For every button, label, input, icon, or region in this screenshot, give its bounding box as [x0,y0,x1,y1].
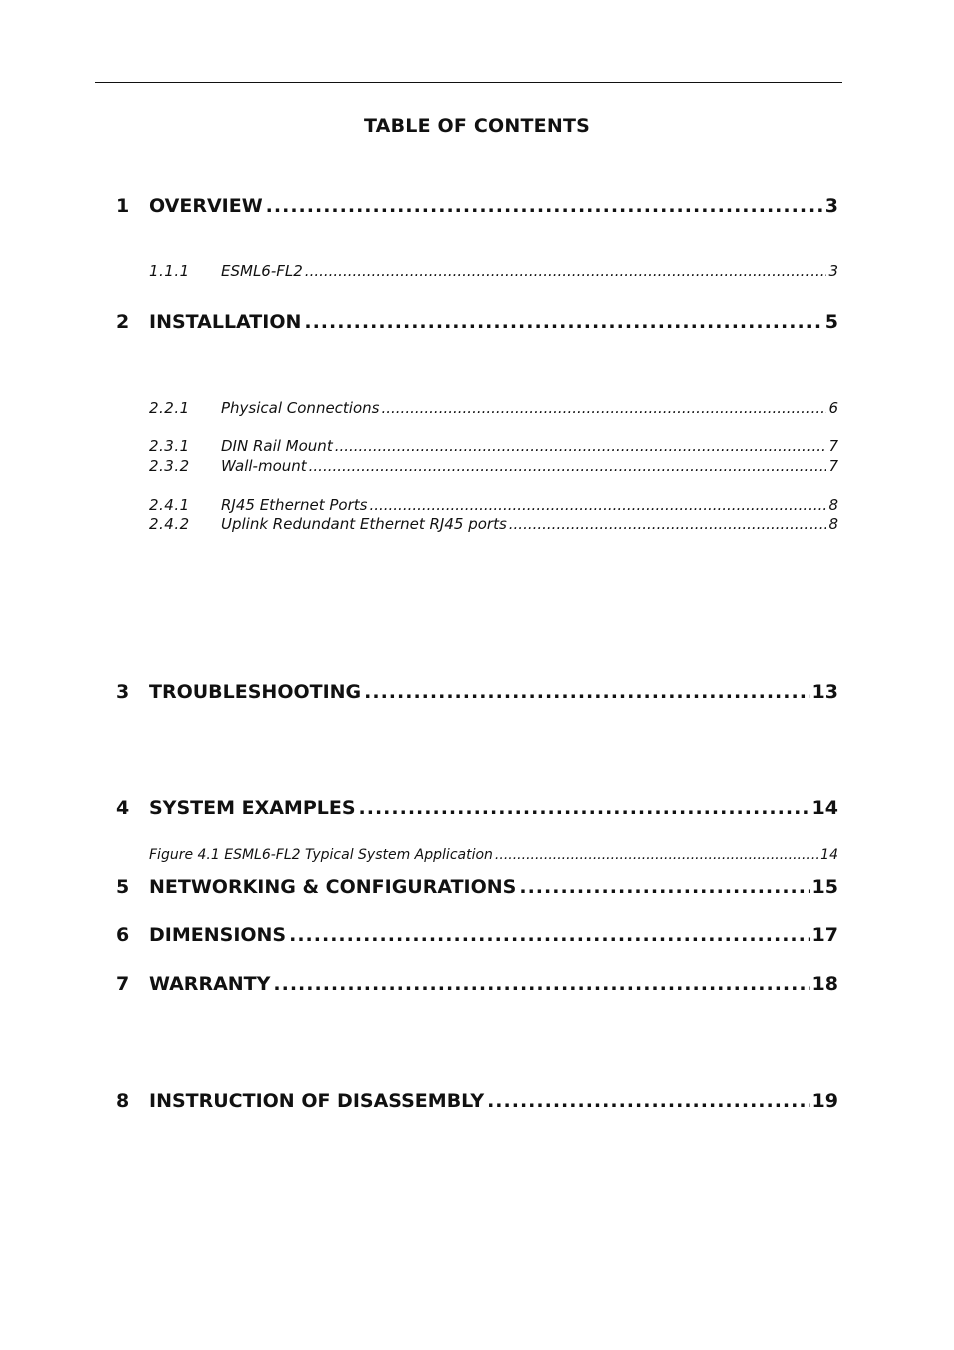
page-number: 7 [828,457,838,475]
entry-label: INSTRUCTION OF DISASSEMBLY [149,1090,485,1112]
entry-label: Uplink Redundant Ethernet RJ45 ports [221,515,507,533]
page-number: 3 [824,195,838,217]
chapter-number: 2 [116,311,130,333]
entry-label: Physical Connections [221,399,380,417]
dot-leader [495,846,818,865]
entry-label: SYSTEM EXAMPLES [149,797,356,819]
section-number: 2.4.2 [149,515,190,533]
page-number: 14 [811,797,838,819]
dot-leader [359,795,810,821]
page-number: 19 [811,1090,838,1112]
entry-label: INSTALLATION [149,311,302,333]
header-rule [95,82,842,83]
toc-entry-networking-configurations[interactable] [0,874,954,904]
chapter-number: 4 [116,797,130,819]
toc-entry-instruction-of-disassembly[interactable] [0,1088,954,1118]
toc-entry-warranty[interactable] [0,971,954,1001]
chapter-number: 1 [116,195,130,217]
toc-entry-physical-connections[interactable] [0,398,954,428]
dot-leader [364,679,809,705]
section-number: 1.1.1 [149,262,190,280]
chapter-number: 6 [116,924,130,946]
toc-entry-figure-4-1[interactable] [0,846,954,876]
entry-label: DIMENSIONS [149,924,287,946]
chapter-number: 3 [116,681,130,703]
entry-label: NETWORKING & CONFIGURATIONS [149,876,517,898]
page-number: 14 [820,847,838,863]
entry-label: WARRANTY [149,973,271,995]
dot-leader [509,514,827,534]
entry-label: DIN Rail Mount [221,437,333,455]
dot-leader [309,456,827,476]
chapter-number: 7 [116,973,130,995]
page-number: 7 [828,437,838,455]
entry-label: ESML6-FL2 [221,262,303,280]
dot-leader [369,495,826,515]
dot-leader [273,971,809,997]
page-number: 13 [811,681,838,703]
dot-leader [487,1088,809,1114]
entry-label: OVERVIEW [149,195,263,217]
section-number: 2.4.1 [149,496,190,514]
dot-leader [335,436,827,456]
page-number: 3 [828,262,838,280]
toc-entry-dimensions[interactable] [0,922,954,952]
section-number: 2.3.1 [149,437,190,455]
toc-entry-installation[interactable] [0,309,954,339]
dot-leader [381,398,826,418]
toc-entry-wall-mount[interactable] [0,456,954,486]
entry-label: TROUBLESHOOTING [149,681,362,703]
page-number: 8 [828,515,838,533]
toc-entry-uplink-redundant-ports[interactable] [0,514,954,544]
page-number: 15 [811,876,838,898]
section-number: 2.2.1 [149,399,190,417]
page-number: 5 [824,311,838,333]
section-number: 2.3.2 [149,457,190,475]
page-number: 6 [828,399,838,417]
page-number: 18 [811,973,838,995]
toc-entry-overview[interactable] [0,193,954,223]
toc-entry-troubleshooting[interactable] [0,679,954,709]
dot-leader [305,261,827,281]
page-number: 8 [828,496,838,514]
toc-entry-system-examples[interactable] [0,795,954,825]
dot-leader [266,193,823,219]
chapter-number: 8 [116,1090,130,1112]
toc-entry-esml6-fl2[interactable] [0,261,954,291]
dot-leader [289,922,809,948]
entry-label: RJ45 Ethernet Ports [221,496,368,514]
entry-label: Figure 4.1 ESML6-FL2 Typical System Application [149,847,493,863]
chapter-number: 5 [116,876,130,898]
dot-leader [304,309,822,335]
page-number: 17 [811,924,838,946]
dot-leader [519,874,809,900]
toc-title: TABLE OF CONTENTS [363,115,590,137]
entry-label: Wall-mount [221,457,307,475]
